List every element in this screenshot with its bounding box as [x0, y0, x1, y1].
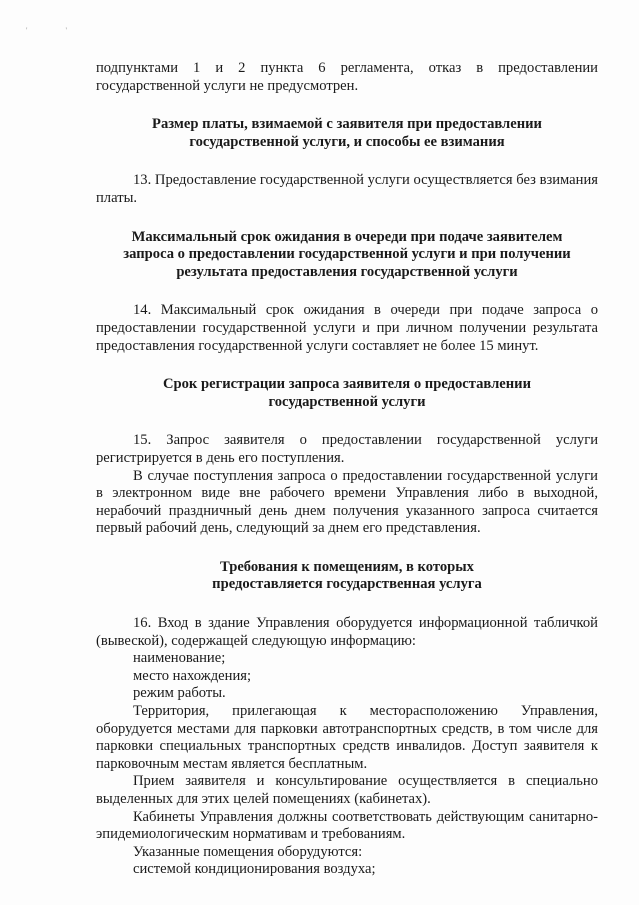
list-item-aircon: системой кондиционирования воздуха; — [133, 861, 376, 878]
intro-paragraph: подпунктами 1 и 2 пункта 6 регламента, отказ в предоставлении государственной услуги не предусмотрен. — [96, 60, 598, 94]
paragraph-15: 15. Запрос заявителя о предоставлении государственной услуги регистрируется в день его поступления. — [96, 432, 598, 466]
paragraph-13: 13. Предоставление государственной услуги осуществляется без взимания платы. — [96, 172, 598, 206]
list-item-location: место нахождения; — [133, 667, 252, 684]
paragraph-15-electronic: В случае поступления запроса о предоставлении государственной услуги в электронном виде вне рабочего времени Управления либо в выходной, нерабочий праздничный день днем получения указанного запроса считается первый рабочий день, следующий за днем его представления. — [96, 467, 598, 537]
paragraph-equipped: Указанные помещения оборудуются: — [133, 843, 363, 860]
list-item-name: наименование; — [133, 650, 226, 667]
heading-wait-time: Максимальный срок ожидания в очереди при подаче заявителем запроса о предоставлении государственной услуги и при получении результата предоставления государственной услуги — [123, 228, 571, 280]
paragraph-16: 16. Вход в здание Управления оборудуется информационной табличкой (вывеской), содержащей следующую информацию: — [96, 615, 598, 649]
list-item-hours: режим работы. — [133, 685, 226, 702]
heading-premises: Требования к помещениям, в которых предоставляется государственная услуга — [212, 558, 482, 593]
heading-fee: Размер платы, взимаемой с заявителя при предоставлении государственной услуги, и способы ее взимания — [152, 116, 542, 150]
scan-artifact-marks: ' ' — [26, 26, 85, 35]
paragraph-reception: Прием заявителя и консультирование осуществляется в специально выделенных для этих целей помещениях (кабинетах). — [96, 773, 598, 807]
paragraph-cabinets: Кабинеты Управления должны соответствовать действующим санитарно-эпидемиологическим нормативам и требованиям. — [96, 808, 598, 843]
heading-registration: Срок регистрации запроса заявителя о предоставлении государственной услуги — [162, 376, 531, 410]
paragraph-14: 14. Максимальный срок ожидания в очереди при подаче запроса о предоставлении государственной услуги и при личном получении результата предоставления государственной услуги составляет не более 15 минут. — [96, 302, 598, 354]
document-body — [96, 60, 598, 879]
paragraph-territory: Территория, прилегающая к месторасположению Управления, оборудуется местами для парковки автотранспортных средств, в том числе для парковки специальных транспортных средств инвалидов. Доступ заявителя к парковочным местам является бесплатным. — [96, 703, 598, 772]
